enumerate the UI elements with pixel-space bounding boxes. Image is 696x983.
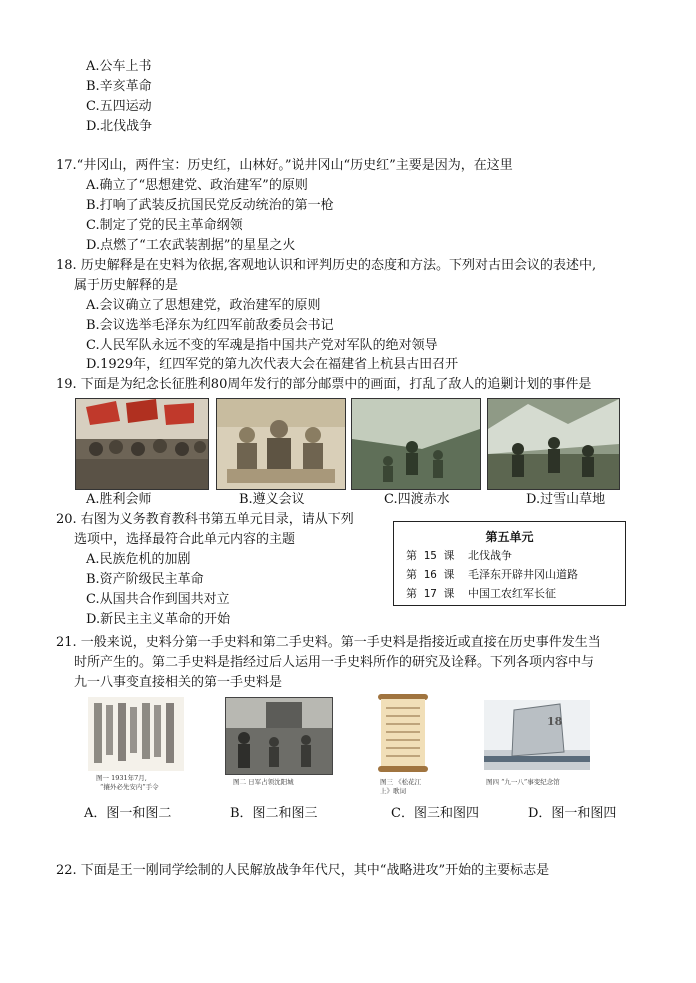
toc-row (406, 548, 512, 563)
stamp-image-chishui-river (351, 398, 481, 490)
q17-option-a[interactable]: A.确立了“思想建党、政治建军”的原则 (86, 178, 308, 193)
figure3-caption-line2: 上》歌词 (380, 787, 406, 795)
q20-option-a[interactable]: A.民族危机的加剧 (86, 552, 191, 567)
q16-option-c[interactable]: C.五四运动 (86, 99, 152, 114)
toc-lesson-title: 北伐战争 (468, 549, 512, 562)
figure1-caption-line1: 图一 1931年7月, (96, 774, 147, 782)
unit-table-of-contents (393, 521, 626, 606)
q21-option-d[interactable]: D．图一和图四 (528, 806, 617, 821)
toc-title: 第五单元 (485, 530, 534, 544)
toc-lesson-number: 第 16 课 (406, 568, 455, 581)
q16-option-b[interactable]: B.辛亥革命 (86, 79, 152, 94)
q21-option-a[interactable]: A．图一和图二 (84, 806, 172, 821)
q18-option-a[interactable]: A.会议确立了思想建党，政治建军的原则 (86, 298, 321, 313)
toc-lesson-title: 毛泽东开辟井冈山道路 (468, 568, 578, 581)
figure3-song-lyrics-scroll (374, 694, 432, 774)
q21-stem-line1: 21. 一般来说，史料分第一手史料和第二手史料。第一手史料是指接近或直接在历史事件发生当 (56, 635, 601, 650)
q20-stem-line2: 选项中，选择最符合此单元内容的主题 (74, 532, 296, 547)
q19-option-d[interactable]: D.过雪山草地 (526, 492, 606, 507)
q18-option-c[interactable]: C.人民军队永远不变的军魂是指中国共产党对军队的绝对领导 (86, 338, 438, 353)
q18-stem-line2: 属于历史解释的是 (74, 278, 179, 293)
toc-row (406, 567, 578, 582)
toc-row (406, 586, 556, 601)
q17-option-c[interactable]: C.制定了党的民主革命纲领 (86, 218, 243, 233)
q22-stem: 22. 下面是王一刚同学绘制的人民解放战争年代尺，其中“战略进攻”开始的主要标志是 (56, 863, 550, 878)
q20-stem-line1: 20. 右图为义务教育教科书第五单元目录，请从下列 (56, 512, 354, 527)
q16-option-d[interactable]: D.北伐战争 (86, 119, 153, 134)
q20-option-b[interactable]: B.资产阶级民主革命 (86, 572, 204, 587)
q19-option-a[interactable]: A.胜利会师 (86, 492, 152, 507)
q17-stem: 17.“井冈山，两件宝：历史红，山林好。”说井冈山“历史红”主要是因为，在这里 (56, 158, 513, 173)
figure1-handwritten-order (88, 697, 184, 771)
q18-stem-line1: 18. 历史解释是在史料为依据,客观地认识和评判历史的态度和方法。下列对古田会议的表述中, (56, 258, 597, 273)
figure2-shenyang-photo (225, 697, 333, 775)
toc-lesson-number: 第 15 课 (406, 549, 455, 562)
q16-option-a[interactable]: A.公车上书 (86, 59, 152, 74)
q19-option-b[interactable]: B.遵义会议 (239, 492, 305, 507)
toc-lesson-title: 中国工农红军长征 (468, 587, 556, 600)
q19-option-c[interactable]: C.四渡赤水 (384, 492, 450, 507)
figure3-caption-line1: 图三 《松花江 (380, 778, 422, 786)
q21-stem-line3: 九一八事变直接相关的第一手史料是 (74, 675, 283, 690)
q20-option-c[interactable]: C.从国共合作到国共对立 (86, 592, 230, 607)
q20-option-d[interactable]: D.新民主主义革命的开始 (86, 612, 231, 627)
figure4-memorial-museum (484, 700, 590, 770)
q21-option-c[interactable]: C．图三和图四 (391, 806, 479, 821)
figure1-caption-line2: “攘外必先安内”手令 (100, 783, 159, 791)
q17-option-d[interactable]: D.点燃了“工农武装割据”的星星之火 (86, 238, 296, 253)
toc-lesson-number: 第 17 课 (406, 587, 455, 600)
q21-option-b[interactable]: B．图二和图三 (230, 806, 318, 821)
q18-option-b[interactable]: B.会议选举毛泽东为红四军前敌委员会书记 (86, 318, 334, 333)
stamp-image-victory-meeting (75, 398, 209, 490)
figure4-calendar-number: 18 (547, 715, 563, 728)
stamp-image-snow-mountain (487, 398, 620, 490)
q18-option-d[interactable]: D.1929年，红四军党的第九次代表大会在福建省上杭县古田召开 (86, 357, 459, 372)
figure2-caption: 图二 日军占领沈阳城 (233, 778, 294, 786)
figure4-caption: 图四 “九一八”事变纪念馆 (486, 778, 560, 786)
stamp-image-zunyi-meeting (216, 398, 346, 490)
q21-stem-line2: 时所产生的。第二手史料是指经过后人运用一手史料所作的研究及诠释。下列各项内容中与 (74, 655, 595, 670)
q19-stem: 19. 下面是为纪念长征胜利80周年发行的部分邮票中的画面，打乱了敌人的追剿计划的事件是 (56, 377, 592, 392)
q17-option-b[interactable]: B.打响了武装反抗国民党反动统治的第一枪 (86, 198, 334, 213)
